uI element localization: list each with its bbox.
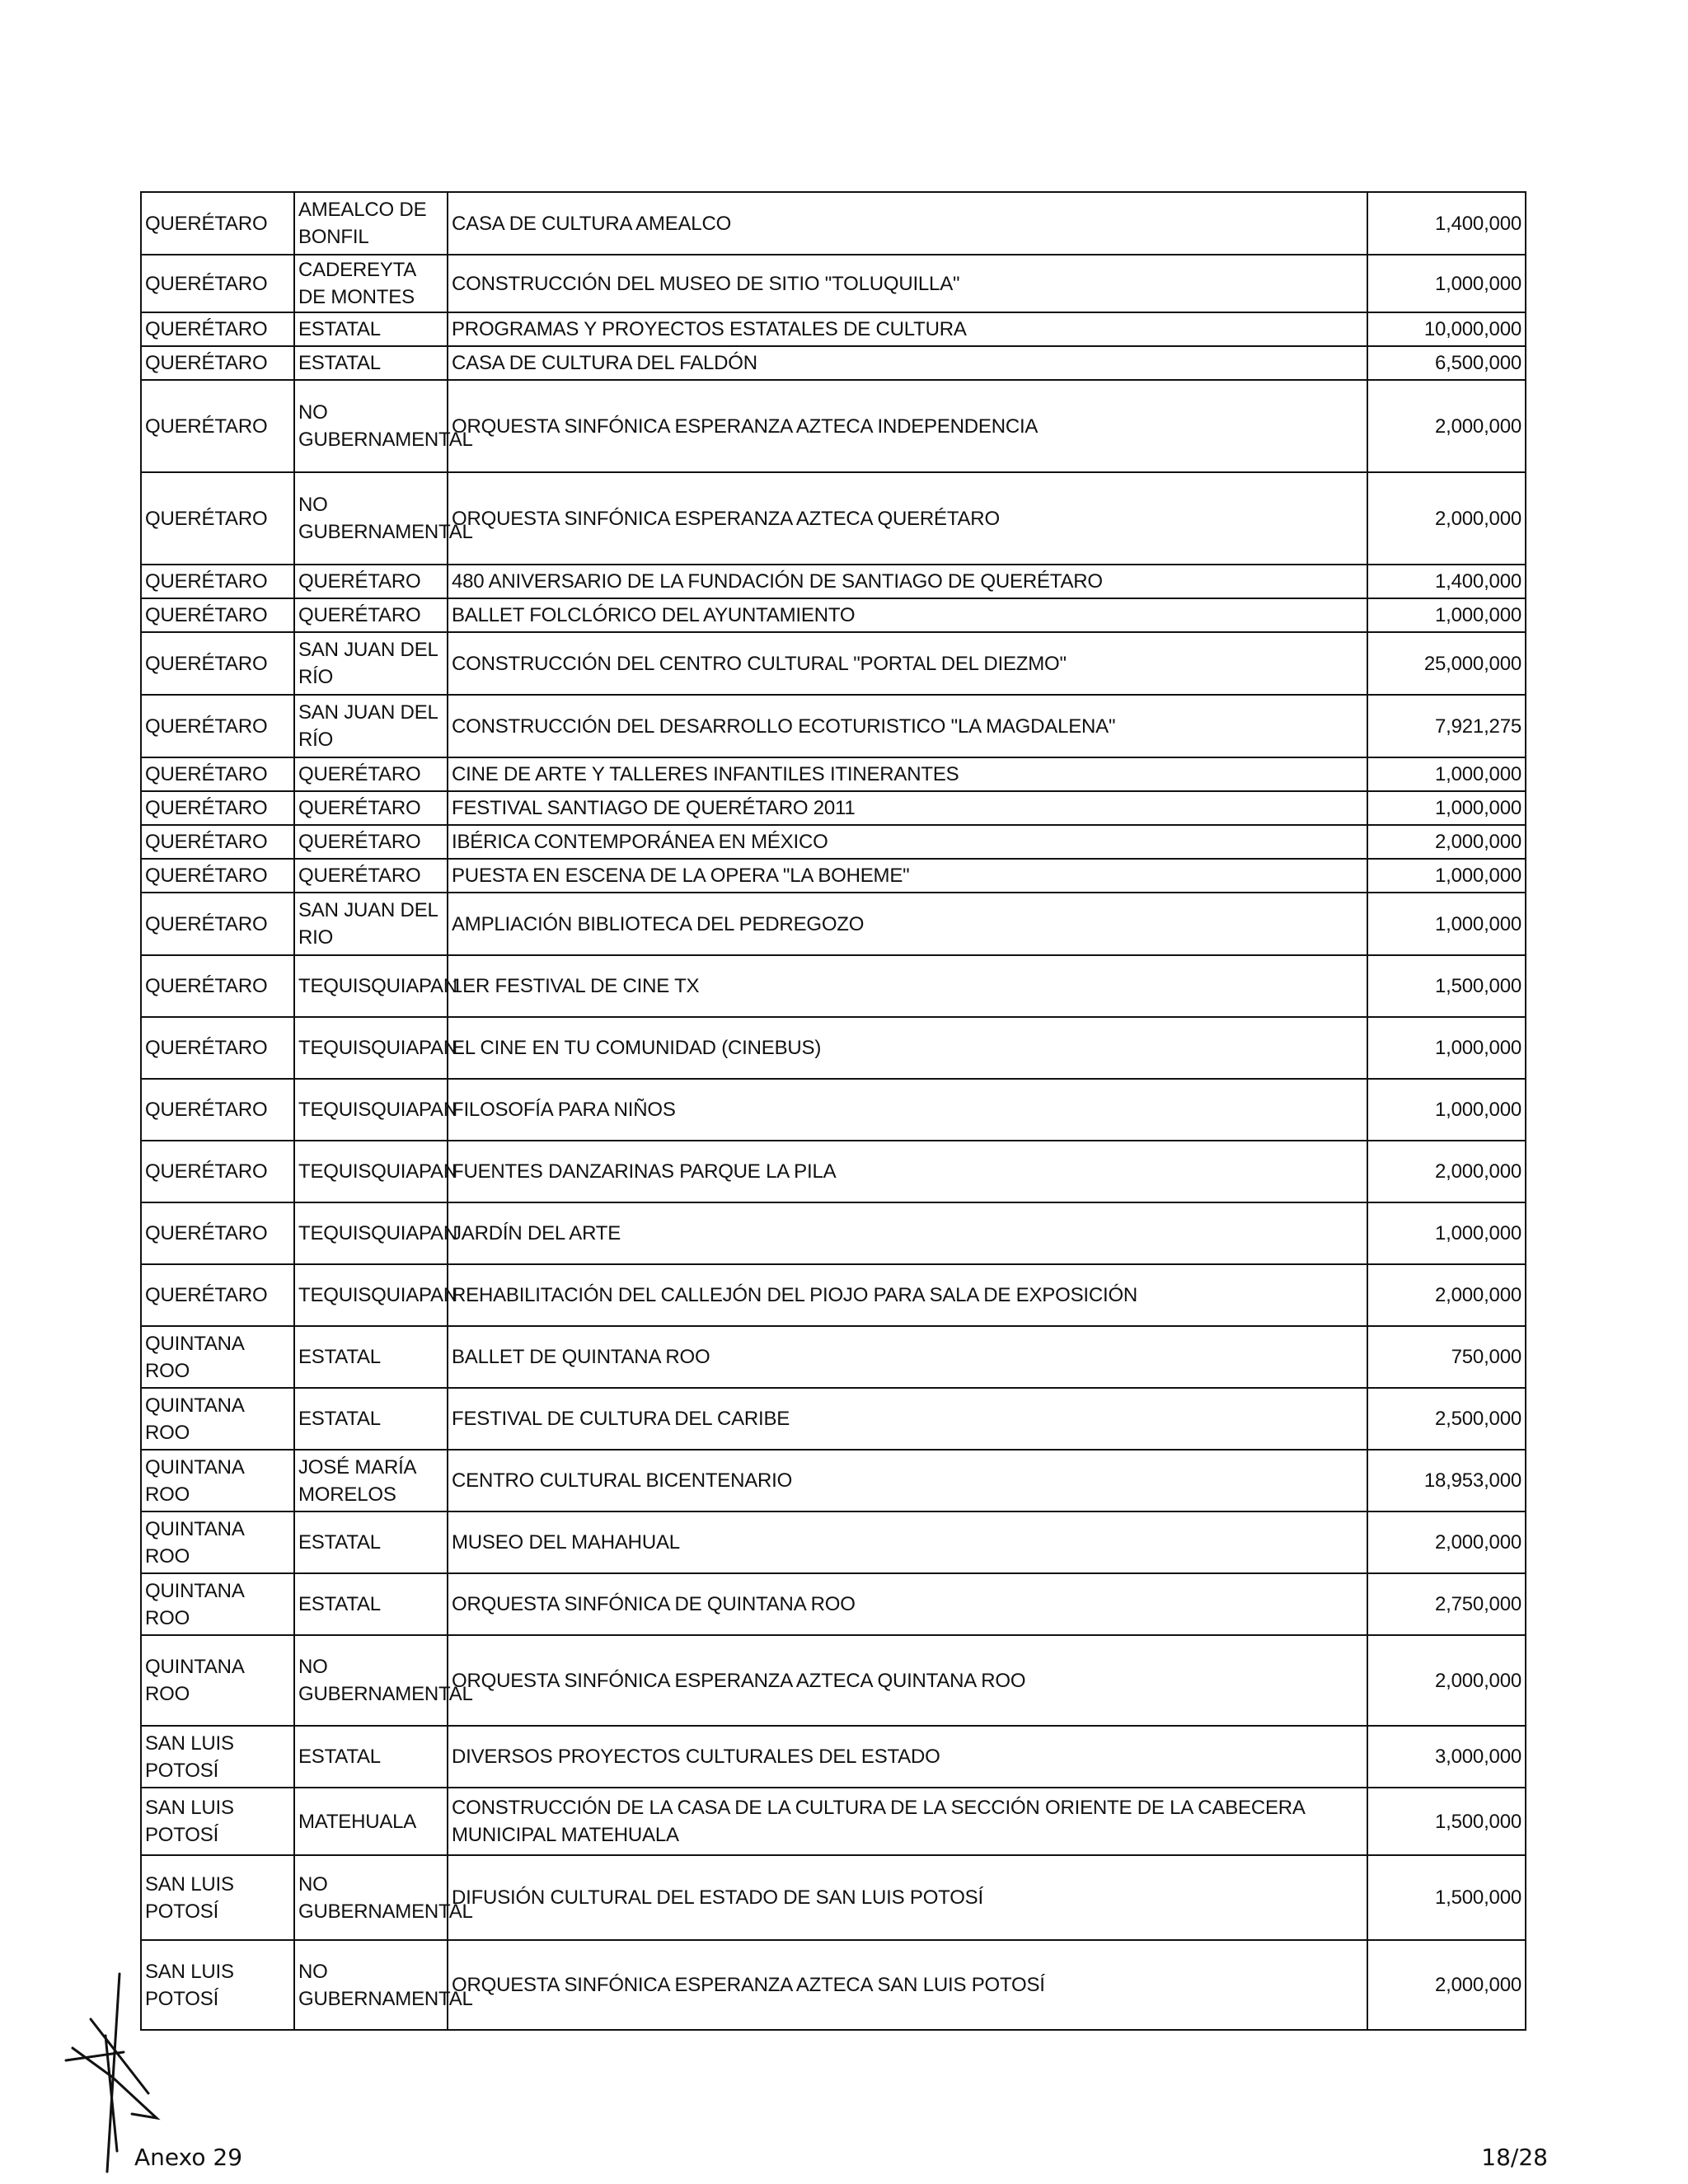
project-cell: ORQUESTA SINFÓNICA ESPERANZA AZTECA INDEPENDENCIA	[448, 380, 1367, 472]
amount-cell: 1,000,000	[1367, 1079, 1526, 1141]
table-row	[141, 1855, 1526, 1940]
municipality-cell: NO GUBERNAMENTAL	[294, 472, 448, 565]
project-cell: CASA DE CULTURA AMEALCO	[448, 192, 1367, 255]
budget-table	[140, 191, 1526, 2031]
municipality-cell: TEQUISQUIAPAN	[294, 1017, 448, 1079]
municipality-cell: QUERÉTARO	[294, 825, 448, 859]
amount-cell: 2,000,000	[1367, 1511, 1526, 1573]
table-row	[141, 472, 1526, 565]
state-cell: SAN LUIS POTOSÍ	[141, 1788, 294, 1855]
amount-cell: 1,000,000	[1367, 757, 1526, 791]
state-cell: QUERÉTARO	[141, 1202, 294, 1264]
municipality-cell: QUERÉTARO	[294, 598, 448, 632]
amount-cell: 2,000,000	[1367, 1141, 1526, 1202]
state-cell: QUERÉTARO	[141, 192, 294, 255]
project-cell: FUENTES DANZARINAS PARQUE LA PILA	[448, 1141, 1367, 1202]
state-cell: QUERÉTARO	[141, 757, 294, 791]
table-row	[141, 255, 1526, 312]
project-cell: 480 ANIVERSARIO DE LA FUNDACIÓN DE SANTIAGO DE QUERÉTARO	[448, 565, 1367, 598]
project-cell: PROGRAMAS Y PROYECTOS ESTATALES DE CULTURA	[448, 312, 1367, 346]
state-cell: QUERÉTARO	[141, 346, 294, 380]
municipality-cell: QUERÉTARO	[294, 565, 448, 598]
table-row	[141, 1450, 1526, 1511]
table-row	[141, 893, 1526, 955]
project-cell: CINE DE ARTE Y TALLERES INFANTILES ITINERANTES	[448, 757, 1367, 791]
amount-cell: 25,000,000	[1367, 632, 1526, 695]
amount-cell: 10,000,000	[1367, 312, 1526, 346]
state-cell: QUERÉTARO	[141, 312, 294, 346]
project-cell: CONSTRUCCIÓN DEL DESARROLLO ECOTURISTICO "LA MAGDALENA"	[448, 695, 1367, 757]
project-cell: EL CINE EN TU COMUNIDAD (CINEBUS)	[448, 1017, 1367, 1079]
state-cell: QUINTANA ROO	[141, 1388, 294, 1450]
project-cell: CENTRO CULTURAL BICENTENARIO	[448, 1450, 1367, 1511]
table-row	[141, 632, 1526, 695]
amount-cell: 2,000,000	[1367, 472, 1526, 565]
municipality-cell: JOSÉ MARÍA MORELOS	[294, 1450, 448, 1511]
amount-cell: 1,400,000	[1367, 565, 1526, 598]
amount-cell: 1,000,000	[1367, 598, 1526, 632]
amount-cell: 1,000,000	[1367, 893, 1526, 955]
amount-cell: 2,750,000	[1367, 1573, 1526, 1635]
table-row	[141, 1264, 1526, 1326]
amount-cell: 1,000,000	[1367, 1202, 1526, 1264]
table-row	[141, 757, 1526, 791]
amount-cell: 1,000,000	[1367, 1017, 1526, 1079]
amount-cell: 2,000,000	[1367, 380, 1526, 472]
municipality-cell: MATEHUALA	[294, 1788, 448, 1855]
amount-cell: 2,000,000	[1367, 1264, 1526, 1326]
state-cell: QUERÉTARO	[141, 1079, 294, 1141]
municipality-cell: TEQUISQUIAPAN	[294, 955, 448, 1017]
project-cell: FILOSOFÍA PARA NIÑOS	[448, 1079, 1367, 1141]
state-cell: QUERÉTARO	[141, 472, 294, 565]
project-cell: CONSTRUCCIÓN DEL CENTRO CULTURAL "PORTAL DEL DIEZMO"	[448, 632, 1367, 695]
state-cell: QUINTANA ROO	[141, 1450, 294, 1511]
table-row	[141, 380, 1526, 472]
project-cell: ORQUESTA SINFÓNICA DE QUINTANA ROO	[448, 1573, 1367, 1635]
table-row	[141, 825, 1526, 859]
municipality-cell: SAN JUAN DEL RIO	[294, 893, 448, 955]
table-row	[141, 1079, 1526, 1141]
project-cell: CASA DE CULTURA DEL FALDÓN	[448, 346, 1367, 380]
amount-cell: 18,953,000	[1367, 1450, 1526, 1511]
project-cell: AMPLIACIÓN BIBLIOTECA DEL PEDREGOZO	[448, 893, 1367, 955]
municipality-cell: CADEREYTA DE MONTES	[294, 255, 448, 312]
project-cell: CONSTRUCCIÓN DEL MUSEO DE SITIO "TOLUQUILLA"	[448, 255, 1367, 312]
municipality-cell: TEQUISQUIAPAN	[294, 1079, 448, 1141]
amount-cell: 1,000,000	[1367, 255, 1526, 312]
project-cell: ORQUESTA SINFÓNICA ESPERANZA AZTECA SAN LUIS POTOSÍ	[448, 1940, 1367, 2030]
amount-cell: 7,921,275	[1367, 695, 1526, 757]
municipality-cell: ESTATAL	[294, 1388, 448, 1450]
project-cell: DIFUSIÓN CULTURAL DEL ESTADO DE SAN LUIS POTOSÍ	[448, 1855, 1367, 1940]
table-row	[141, 1573, 1526, 1635]
amount-cell: 6,500,000	[1367, 346, 1526, 380]
state-cell: QUERÉTARO	[141, 955, 294, 1017]
municipality-cell: NO GUBERNAMENTAL	[294, 1940, 448, 2030]
state-cell: SAN LUIS POTOSÍ	[141, 1940, 294, 2030]
amount-cell: 1,000,000	[1367, 791, 1526, 825]
amount-cell: 1,500,000	[1367, 1855, 1526, 1940]
state-cell: QUINTANA ROO	[141, 1511, 294, 1573]
municipality-cell: SAN JUAN DEL RÍO	[294, 695, 448, 757]
state-cell: QUERÉTARO	[141, 859, 294, 893]
project-cell: DIVERSOS PROYECTOS CULTURALES DEL ESTADO	[448, 1726, 1367, 1788]
state-cell: SAN LUIS POTOSÍ	[141, 1726, 294, 1788]
project-cell: BALLET DE QUINTANA ROO	[448, 1326, 1367, 1388]
municipality-cell: ESTATAL	[294, 312, 448, 346]
table-row	[141, 1141, 1526, 1202]
table-row	[141, 955, 1526, 1017]
table-row	[141, 1202, 1526, 1264]
state-cell: QUERÉTARO	[141, 380, 294, 472]
amount-cell: 1,000,000	[1367, 859, 1526, 893]
footer-annex: Anexo 29	[134, 2144, 243, 2171]
municipality-cell: NO GUBERNAMENTAL	[294, 1855, 448, 1940]
amount-cell: 1,500,000	[1367, 1788, 1526, 1855]
amount-cell: 3,000,000	[1367, 1726, 1526, 1788]
state-cell: QUERÉTARO	[141, 1017, 294, 1079]
state-cell: QUERÉTARO	[141, 255, 294, 312]
amount-cell: 750,000	[1367, 1326, 1526, 1388]
municipality-cell: NO GUBERNAMENTAL	[294, 380, 448, 472]
state-cell: QUERÉTARO	[141, 1141, 294, 1202]
municipality-cell: ESTATAL	[294, 1511, 448, 1573]
table-body	[141, 192, 1526, 2030]
footer-page-number: 18/28	[1481, 2144, 1548, 2171]
state-cell: QUINTANA ROO	[141, 1573, 294, 1635]
table-row	[141, 1388, 1526, 1450]
table-row	[141, 1635, 1526, 1726]
municipality-cell: QUERÉTARO	[294, 859, 448, 893]
project-cell: PUESTA EN ESCENA DE LA OPERA "LA BOHEME"	[448, 859, 1367, 893]
table-row	[141, 1326, 1526, 1388]
table-row	[141, 791, 1526, 825]
project-cell: JARDÍN DEL ARTE	[448, 1202, 1367, 1264]
project-cell: ORQUESTA SINFÓNICA ESPERANZA AZTECA QUERÉTARO	[448, 472, 1367, 565]
table-row	[141, 1788, 1526, 1855]
amount-cell: 2,000,000	[1367, 1635, 1526, 1726]
project-cell: CONSTRUCCIÓN DE LA CASA DE LA CULTURA DE LA SECCIÓN ORIENTE DE LA CABECERA MUNICIPAL MATEHUALA	[448, 1788, 1367, 1855]
table-row	[141, 312, 1526, 346]
project-cell: BALLET FOLCLÓRICO DEL AYUNTAMIENTO	[448, 598, 1367, 632]
municipality-cell: QUERÉTARO	[294, 791, 448, 825]
municipality-cell: TEQUISQUIAPAN	[294, 1202, 448, 1264]
state-cell: QUERÉTARO	[141, 893, 294, 955]
state-cell: QUINTANA ROO	[141, 1326, 294, 1388]
project-cell: ORQUESTA SINFÓNICA ESPERANZA AZTECA QUINTANA ROO	[448, 1635, 1367, 1726]
amount-cell: 1,500,000	[1367, 955, 1526, 1017]
project-cell: FESTIVAL SANTIAGO DE QUERÉTARO 2011	[448, 791, 1367, 825]
state-cell: QUERÉTARO	[141, 791, 294, 825]
project-cell: IBÉRICA CONTEMPORÁNEA EN MÉXICO	[448, 825, 1367, 859]
project-cell: REHABILITACIÓN DEL CALLEJÓN DEL PIOJO PARA SALA DE EXPOSICIÓN	[448, 1264, 1367, 1326]
municipality-cell: NO GUBERNAMENTAL	[294, 1635, 448, 1726]
municipality-cell: ESTATAL	[294, 346, 448, 380]
table-row	[141, 565, 1526, 598]
municipality-cell: ESTATAL	[294, 1326, 448, 1388]
state-cell: QUERÉTARO	[141, 565, 294, 598]
municipality-cell: TEQUISQUIAPAN	[294, 1264, 448, 1326]
amount-cell: 1,400,000	[1367, 192, 1526, 255]
table-row	[141, 346, 1526, 380]
municipality-cell: SAN JUAN DEL RÍO	[294, 632, 448, 695]
table-row	[141, 695, 1526, 757]
municipality-cell: TEQUISQUIAPAN	[294, 1141, 448, 1202]
municipality-cell: ESTATAL	[294, 1573, 448, 1635]
state-cell: QUERÉTARO	[141, 825, 294, 859]
municipality-cell: QUERÉTARO	[294, 757, 448, 791]
state-cell: QUERÉTARO	[141, 632, 294, 695]
municipality-cell: ESTATAL	[294, 1726, 448, 1788]
municipality-cell: AMEALCO DE BONFIL	[294, 192, 448, 255]
state-cell: SAN LUIS POTOSÍ	[141, 1855, 294, 1940]
state-cell: QUERÉTARO	[141, 598, 294, 632]
table-row	[141, 1726, 1526, 1788]
state-cell: QUERÉTARO	[141, 695, 294, 757]
table-row	[141, 192, 1526, 255]
table-row	[141, 1017, 1526, 1079]
amount-cell: 2,000,000	[1367, 1940, 1526, 2030]
table-row	[141, 1940, 1526, 2030]
state-cell: QUERÉTARO	[141, 1264, 294, 1326]
project-cell: MUSEO DEL MAHAHUAL	[448, 1511, 1367, 1573]
amount-cell: 2,000,000	[1367, 825, 1526, 859]
state-cell: QUINTANA ROO	[141, 1635, 294, 1726]
project-cell: FESTIVAL DE CULTURA DEL CARIBE	[448, 1388, 1367, 1450]
project-cell: 1ER FESTIVAL DE CINE TX	[448, 955, 1367, 1017]
table-row	[141, 1511, 1526, 1573]
table-row	[141, 859, 1526, 893]
table-row	[141, 598, 1526, 632]
amount-cell: 2,500,000	[1367, 1388, 1526, 1450]
